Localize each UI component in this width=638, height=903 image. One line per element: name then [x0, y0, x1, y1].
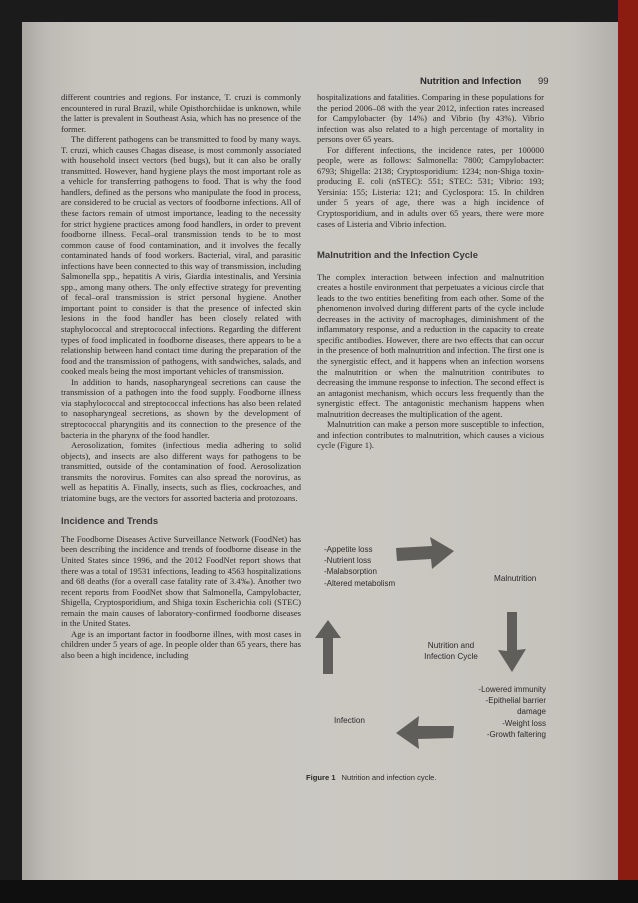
- list-item: -Lowered immunity: [478, 685, 546, 694]
- figure-caption: [306, 773, 437, 782]
- right-column: [317, 92, 544, 451]
- malnutrition-label: Malnutrition: [494, 574, 537, 583]
- page-edge-right: [618, 0, 638, 903]
- page-number: 99: [537, 76, 549, 87]
- arrow-right-icon: [394, 536, 456, 570]
- cycle-center-label: [396, 640, 506, 662]
- paragraph: The different pathogens can be transmitted to food by many ways. T. cruzi, which causes Chagas disease, is most commonly associated with household insect vectors (bed bugs), but it can also be orally transmitted. However, hand hygiene plays the most important role as a vehicle for transferring pathogens to food. That is why the food handlers, defined as the persons who manipulate the food in process, are considered to be crucial as vectors of foodborne infections. All of these factors remain of utmost importance, leading to the necessity for strict hygiene practices among food handlers, in order to prevent foodborne illness. Fecal–oral transmission tends to be to most common cause of food contamination, and it involves the fecally contaminated hands of food workers. Bacterial, viral, and parasitic infections have been connected to this way of transmission, including Salmonella spp., hepatitis A viris, Giardia intestinalis, and Yersinia spp., among many others. The only effective strategy for preventing of fecal–oral transmission is strict personal hygiene. Another important point to consider is that the presence of infected skin lesions in the food handler has been closely related with staphylococcal and streptococcal infections. Regarding the different types of food implicated in foodborne diseases, there appears to be a relationship between hand contact time during the preparation of the food and the transmission of pathogens, with sandwiches, salads, and cooked meals being the most important vehicles of transmission.: [61, 134, 301, 377]
- figure-cycle-diagram: [306, 530, 556, 790]
- malnutrition-effects-list: [324, 544, 395, 589]
- center-line: Infection Cycle: [424, 652, 478, 661]
- paragraph: Aerosolization, fomites (infectious media adhering to solid objects), and insects are also different ways for pathogens to be transmitted, outside of the contamination of food. Aerosolization transmits the norovirus. Fomites can also spread the norovirus, as well as hepatitis A. Finally, insects, such as flies, cockroaches, and triatomine bugs, are the vectors for assorted bacteria and protozoans.: [61, 440, 301, 503]
- paragraph: different countries and regions. For instance, T. cruzi is commonly encountered in rural Brazil, while Opisthorchiidae is unknown, while the latter is prevalent in Southeast Asia, which has no presence of the former.: [61, 92, 301, 134]
- arrow-down-icon: [496, 610, 528, 674]
- infection-effects-list: [456, 684, 546, 740]
- paragraph: The Foodborne Diseases Active Surveillance Network (FoodNet) has been describing the incidence and trends of foodborne disease in the United States since 1996, and the 2012 FoodNet report shows that there was a total of 19531 infections, leading to 4563 hospitalizations and 68 deaths (for a overall case fatality rate of 3.4‰). Another two recent reports from FoodNet show that Salmonella, Campylobacter, Shigella, Cryptosporidium, and Shiga toxin Escherichia coli (STEC) remain the main causes of laboratory-confirmed foodborne diseases in the United States.: [61, 533, 301, 629]
- list-item: -Growth faltering: [486, 729, 546, 739]
- left-column: [61, 92, 301, 660]
- arrow-up-icon: [314, 618, 342, 676]
- paragraph: The complex interaction between infection and malnutrition creates a hostile environment that perpetuates a vicious circle that leads to the two entities benefiting from each other. Some of the phenomenon involved during different parts of the cycle include decreases in the activity of macrophages, diminishment of the inflammatory response, and a reduction in the capacity to create specific antibodies. However, there are two effects that can occur in the presence of both malnutrition and infection. The first one is the synergistic effect, and it happens when an infection worsens the malnutrition or when the malnutrition contributes to decreasing the immune response to infection. The second effect is an antagonist mechanism, which occurs less frequently than the synergistic effect. The antagonistic mechanism happens when malnutrition decreases the multiplication of the agent.: [317, 271, 544, 419]
- caption-text: Nutrition and infection cycle.: [341, 773, 437, 782]
- list-item: -Nutrient loss: [324, 556, 372, 566]
- paragraph: In addition to hands, nasopharyngeal secretions can cause the transmission of a pathogen into the food supply. Foodborne illness via staphylococcal and streptococcal infections has also been related to nasopharyngeal secretions, as shown by the development of streptococcal pharyngitis and its connection to the presence of the bacteria in the pharynx of the food handler.: [61, 376, 301, 440]
- header-title: Nutrition and Infection: [420, 76, 522, 87]
- list-item: -Altered metabolism: [324, 578, 396, 588]
- paragraph: hospitalizations and fatalities. Comparing in these populations for the period 2006–08 with the year 2012, infection rates increased for Campylobacter (by 14%) and Vibrio (by 43%). Vibrio infection was also related to a high percentage of mortality in persons over 65 years.: [317, 92, 544, 145]
- paragraph: Malnutrition can make a person more susceptible to infection, and infection contributes to malnutrition, which causes a vicious cycle (Figure 1).: [317, 419, 544, 451]
- paragraph: Age is an important factor in foodborne illnes, with most cases in children under 5 years of age. In people older than 65 years, there has also been a high incidence, including: [61, 628, 301, 660]
- list-item: damage: [517, 707, 546, 717]
- caption-label: Figure 1: [306, 773, 336, 782]
- infection-label: Infection: [334, 716, 365, 725]
- section-heading-incidence: Incidence and Trends: [61, 516, 159, 528]
- list-item: -Weight loss: [502, 718, 546, 728]
- list-item: -Epithelial barrier: [485, 696, 546, 706]
- list-item: -Malabsorption: [324, 567, 377, 577]
- list-item: -Appetite loss: [324, 545, 373, 554]
- center-line: Nutrition and: [427, 641, 475, 650]
- running-header: [420, 76, 549, 87]
- arrow-left-icon: [394, 714, 456, 750]
- page-edge-bottom: [0, 880, 638, 903]
- paragraph: For different infections, the incidence rates, per 100000 people, were as follows: Salmonella: 7800; Campylobacter: 6793; Shigella: 2138; Cryptosporidium: 1234; non-Shiga toxin-producing E. coli (nSTEC): 551; STEC: 531; Vibrio: 193; Yersinia: 155; Listeria: 121; and Cyclospora: 15. In children under 5 years of age, there was a high incidence of Cryptosporidium, and in adults over 65 years, there were more cases of Listeria and Vibrio infection.: [317, 144, 544, 229]
- section-heading-malnutrition: Malnutrition and the Infection Cycle: [317, 250, 478, 262]
